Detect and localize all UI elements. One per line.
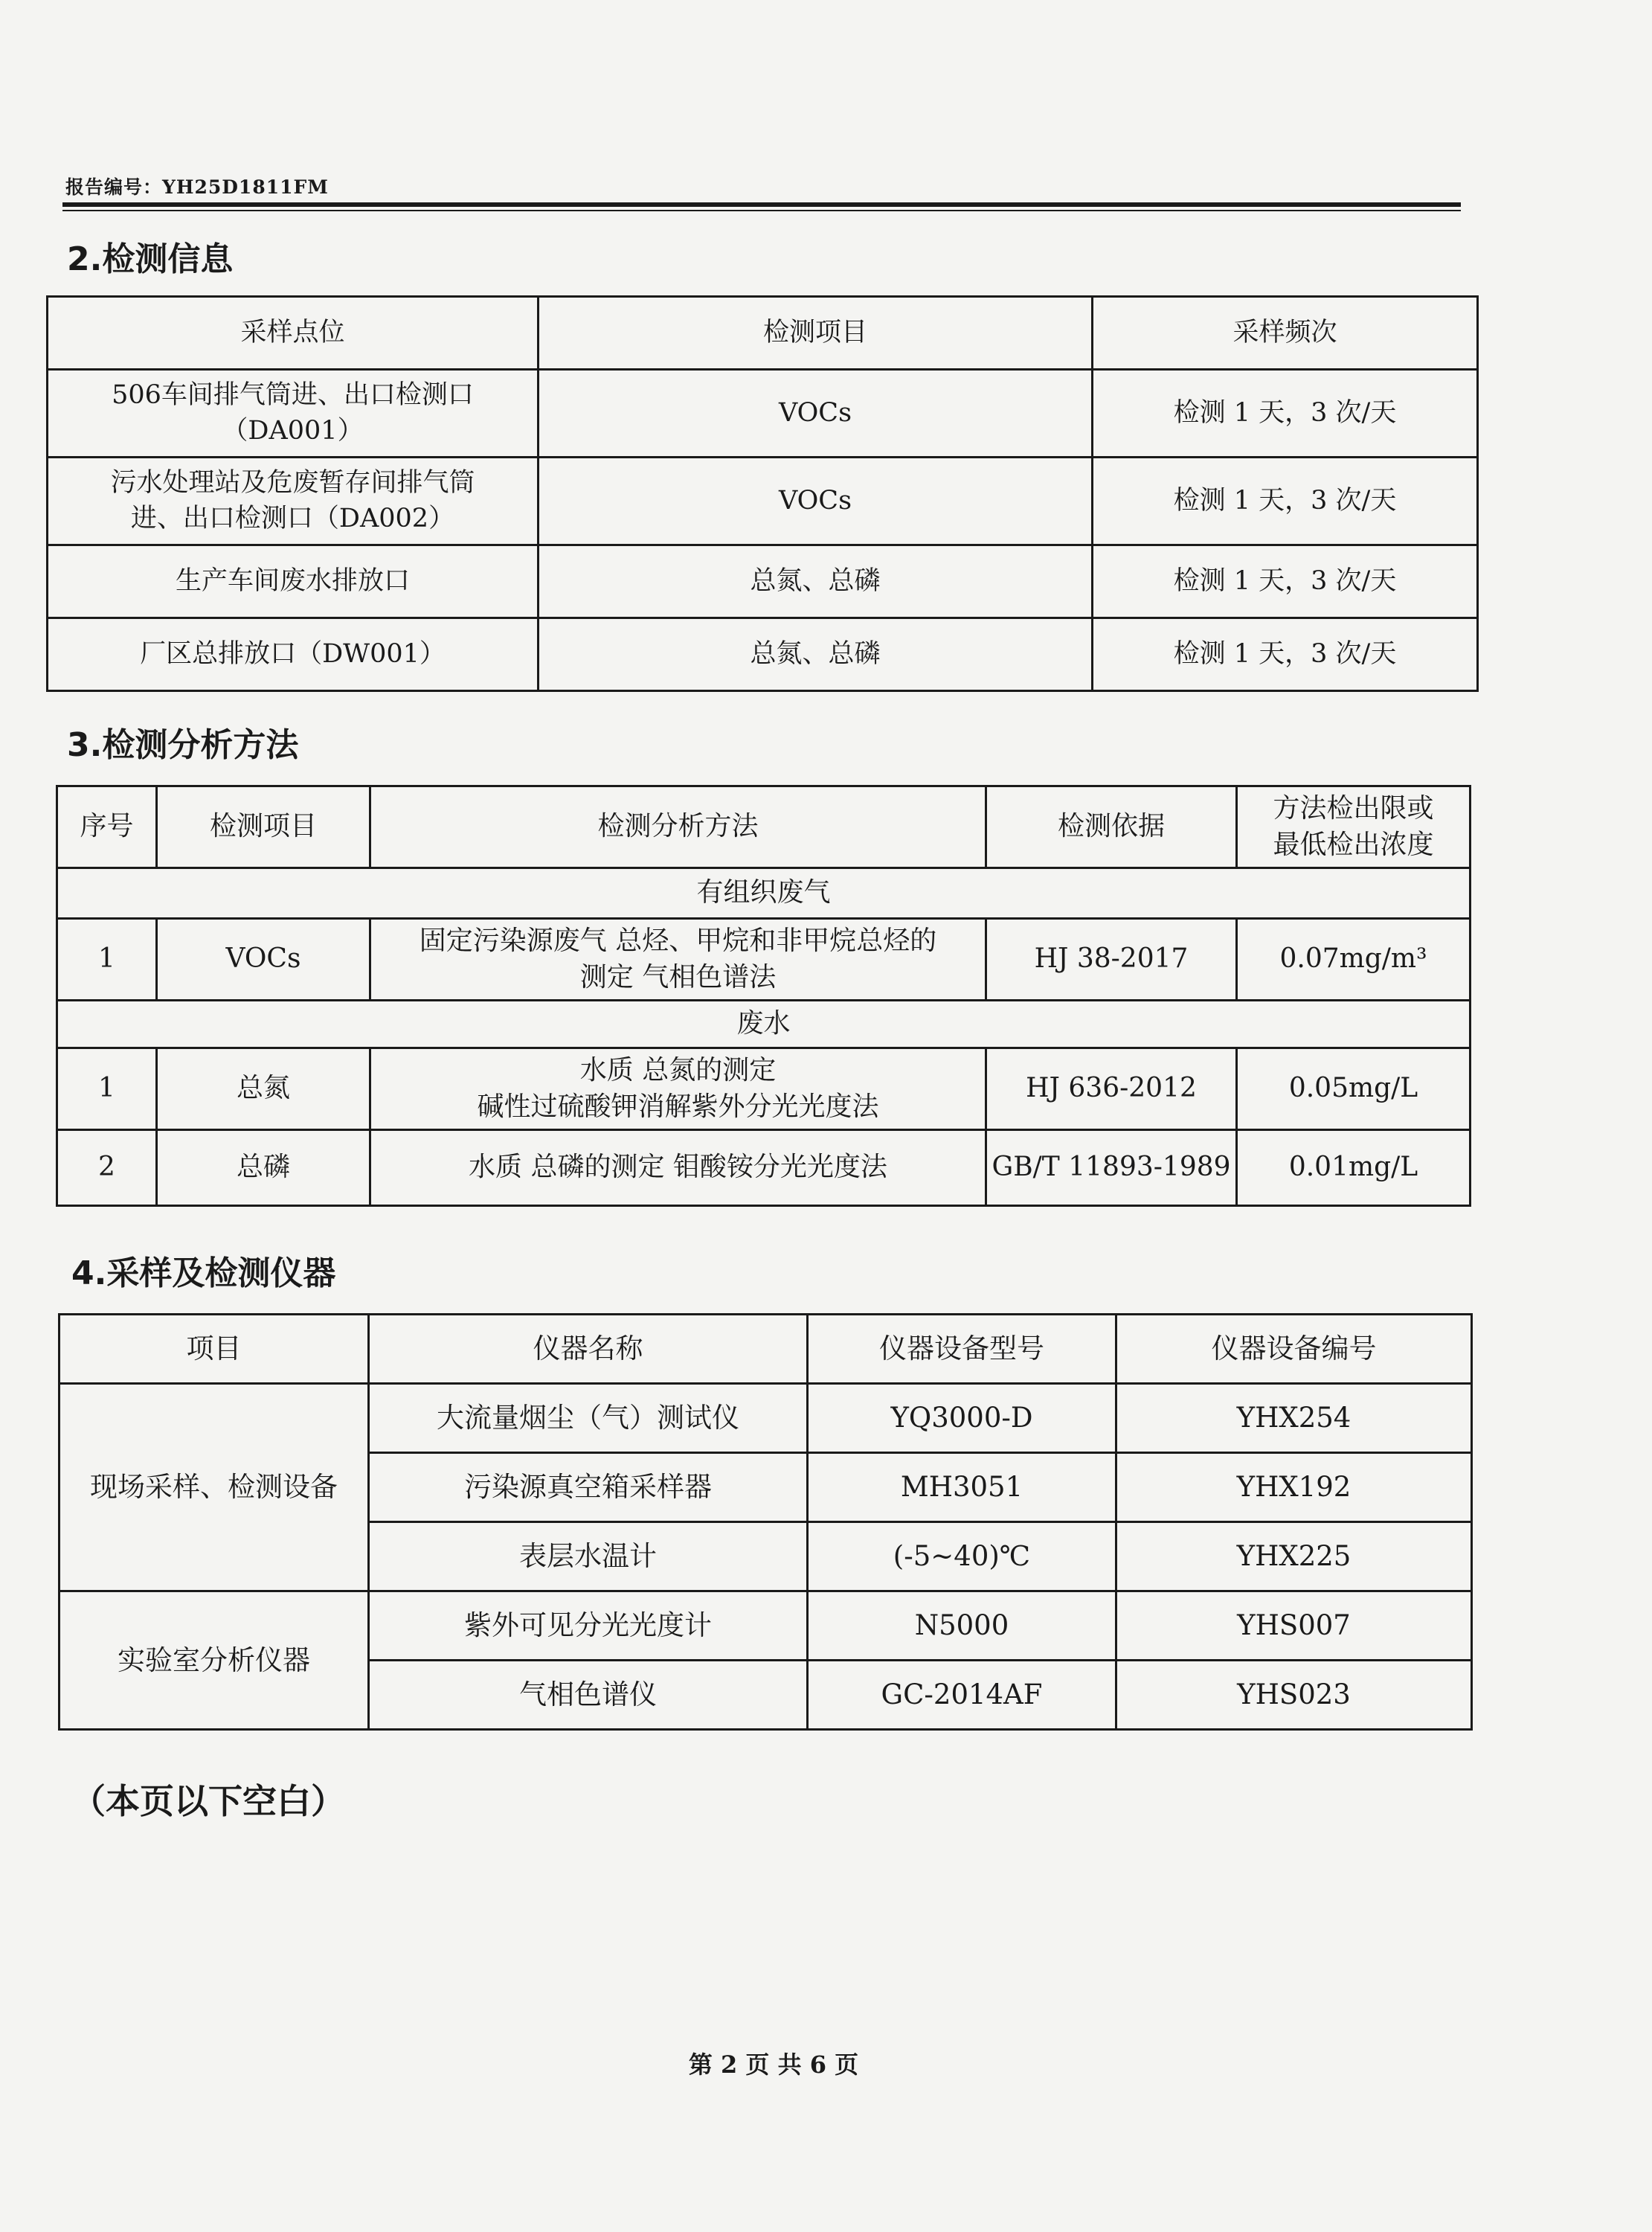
header-cell: 仪器设备型号 xyxy=(808,1315,1116,1384)
table-cell: 0.07mg/m³ xyxy=(1237,919,1471,1001)
table-row xyxy=(60,1591,1472,1661)
table-header-row xyxy=(57,786,1471,868)
table-cell: 污染源真空箱采样器 xyxy=(369,1453,808,1522)
table-cell: 总磷 xyxy=(157,1130,370,1206)
table-cell: 气相色谱仪 xyxy=(369,1661,808,1730)
table-cell: 生产车间废水排放口 xyxy=(48,545,539,618)
table-cell: 0.01mg/L xyxy=(1237,1130,1471,1206)
section-2-title: 2.检测信息 xyxy=(67,240,234,278)
table-cell: 0.05mg/L xyxy=(1237,1048,1471,1130)
header-cell: 检测分析方法 xyxy=(370,786,986,868)
header-cell: 项目 xyxy=(60,1315,369,1384)
table-header-row xyxy=(48,297,1478,370)
blank-below-note: （本页以下空白） xyxy=(71,1781,345,1821)
header-cell: 仪器名称 xyxy=(369,1315,808,1384)
table-row xyxy=(48,618,1478,691)
table-cell: 水质 总氮的测定 碱性过硫酸钾消解紫外分光光度法 xyxy=(370,1048,986,1130)
table-cell: YHS007 xyxy=(1116,1591,1472,1661)
table-cell: 检测 1 天，3 次/天 xyxy=(1093,370,1478,458)
header-cell: 序号 xyxy=(57,786,157,868)
table-cell: 紫外可见分光光度计 xyxy=(369,1591,808,1661)
header-cell: 仪器设备编号 xyxy=(1116,1315,1472,1384)
table-cell: YQ3000-D xyxy=(808,1384,1116,1453)
table-row xyxy=(48,458,1478,545)
analysis-method-table xyxy=(56,785,1471,1207)
section-4-title: 4.采样及检测仪器 xyxy=(71,1254,336,1292)
table-cell: 总氮、总磷 xyxy=(539,618,1093,691)
table-cell: 检测 1 天，3 次/天 xyxy=(1093,618,1478,691)
table-row xyxy=(48,545,1478,618)
table-cell: 表层水温计 xyxy=(369,1522,808,1591)
table-cell: 检测 1 天，3 次/天 xyxy=(1093,545,1478,618)
header-cell: 采样点位 xyxy=(48,297,539,370)
table-cell: N5000 xyxy=(808,1591,1116,1661)
table-cell: 506车间排气筒进、出口检测口 （DA001） xyxy=(48,370,539,458)
group-label: 废水 xyxy=(57,1001,1471,1048)
table-cell: 1 xyxy=(57,1048,157,1130)
table-cell: 1 xyxy=(57,919,157,1001)
table-cell: 总氮、总磷 xyxy=(539,545,1093,618)
table-cell: 水质 总磷的测定 钼酸铵分光光度法 xyxy=(370,1130,986,1206)
header-cell: 方法检出限或 最低检出浓度 xyxy=(1237,786,1471,868)
table-cell: GB/T 11893-1989 xyxy=(986,1130,1237,1206)
table-row xyxy=(57,1130,1471,1206)
table-cell: YHX192 xyxy=(1116,1453,1472,1522)
table-cell: VOCs xyxy=(539,370,1093,458)
table-cell: GC-2014AF xyxy=(808,1661,1116,1730)
group-label: 现场采样、检测设备 xyxy=(60,1384,369,1591)
table-cell: VOCs xyxy=(157,919,370,1001)
header-cell: 检测项目 xyxy=(539,297,1093,370)
table-cell: 厂区总排放口（DW001） xyxy=(48,618,539,691)
header-cell: 采样频次 xyxy=(1093,297,1478,370)
table-cell: 固定污染源废气 总烃、甲烷和非甲烷总烃的 测定 气相色谱法 xyxy=(370,919,986,1001)
group-row xyxy=(57,868,1471,919)
table-row xyxy=(48,370,1478,458)
table-cell: 污水处理站及危废暂存间排气筒 进、出口检测口（DA002） xyxy=(48,458,539,545)
table-cell: 大流量烟尘（气）测试仪 xyxy=(369,1384,808,1453)
table-cell: YHS023 xyxy=(1116,1661,1472,1730)
table-row xyxy=(60,1384,1472,1453)
instrument-table xyxy=(58,1313,1473,1731)
header-cell: 检测依据 xyxy=(986,786,1237,868)
group-row xyxy=(57,1001,1471,1048)
section-3-title: 3.检测分析方法 xyxy=(67,726,299,764)
group-label: 实验室分析仪器 xyxy=(60,1591,369,1730)
table-cell: HJ 38-2017 xyxy=(986,919,1237,1001)
table-cell: 总氮 xyxy=(157,1048,370,1130)
table-cell: YHX254 xyxy=(1116,1384,1472,1453)
header-rule-thick xyxy=(62,202,1461,207)
detection-info-table xyxy=(46,295,1479,692)
page-number: 第 2 页 共 6 页 xyxy=(688,2050,859,2079)
report-number: 报告编号：YH25D1811FM xyxy=(65,176,329,198)
table-cell: HJ 636-2012 xyxy=(986,1048,1237,1130)
group-label: 有组织废气 xyxy=(57,868,1471,919)
table-cell: YHX225 xyxy=(1116,1522,1472,1591)
table-cell: 检测 1 天，3 次/天 xyxy=(1093,458,1478,545)
table-row xyxy=(57,919,1471,1001)
header-cell: 检测项目 xyxy=(157,786,370,868)
table-cell: MH3051 xyxy=(808,1453,1116,1522)
table-cell: 2 xyxy=(57,1130,157,1206)
table-header-row xyxy=(60,1315,1472,1384)
table-cell: VOCs xyxy=(539,458,1093,545)
table-cell: (-5~40)℃ xyxy=(808,1522,1116,1591)
table-row xyxy=(57,1048,1471,1130)
header-rule-thin xyxy=(62,210,1461,211)
